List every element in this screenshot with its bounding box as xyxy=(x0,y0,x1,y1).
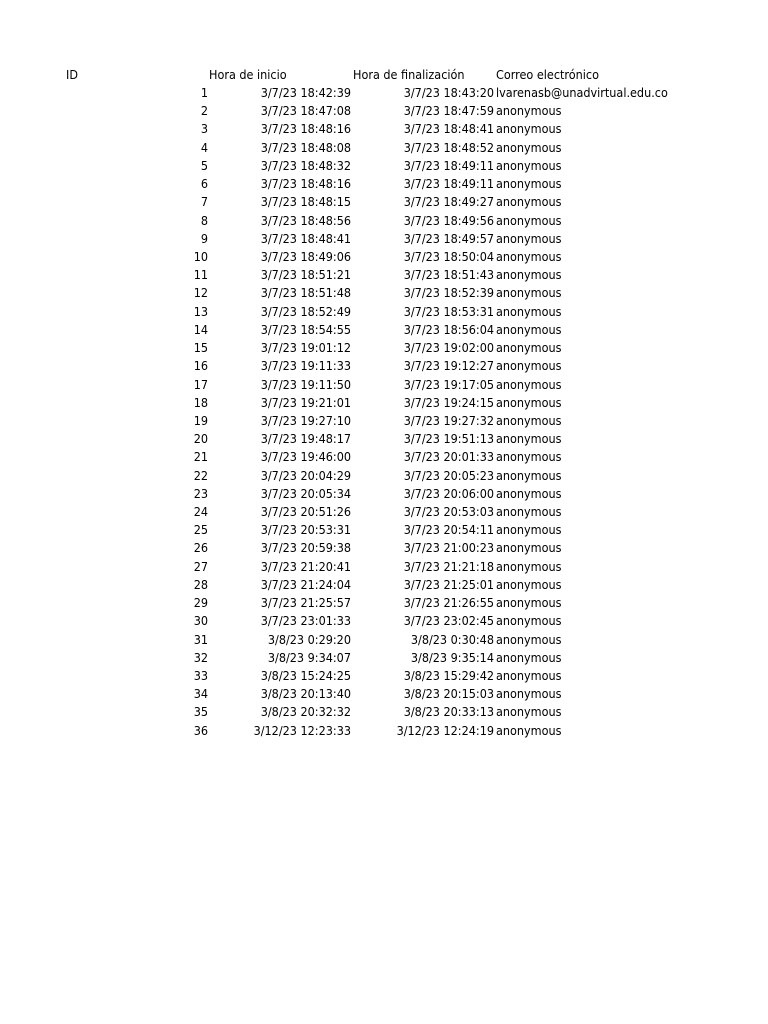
row-start-time-cell: 3/8/23 0:29:20 xyxy=(267,631,351,647)
table-row xyxy=(0,685,768,703)
row-end-time-cell: 3/7/23 20:01:33 xyxy=(403,449,494,465)
row-end-time-cell: 3/7/23 20:54:11 xyxy=(403,522,494,538)
row-start-time-cell: 3/7/23 19:27:10 xyxy=(260,412,351,428)
table-row xyxy=(0,284,768,302)
row-email-cell: anonymous xyxy=(496,303,562,319)
row-id-cell: 12 xyxy=(193,285,208,301)
row-end-time-cell: 3/7/23 18:43:20 xyxy=(403,85,494,100)
row-start-time-cell: 3/7/23 20:05:34 xyxy=(260,485,351,501)
table-row xyxy=(0,631,768,649)
row-email-cell: anonymous xyxy=(496,686,562,702)
table-row xyxy=(0,303,768,321)
row-start-time-cell: 3/7/23 18:51:21 xyxy=(260,267,351,283)
row-end-time-cell: 3/7/23 18:51:43 xyxy=(403,267,494,283)
table-row xyxy=(0,467,768,485)
table-row xyxy=(0,722,768,740)
row-email-cell: anonymous xyxy=(496,595,562,611)
row-start-time-cell: 3/7/23 21:25:57 xyxy=(260,595,351,611)
row-start-time-cell: 3/7/23 18:48:56 xyxy=(260,212,351,228)
row-email-cell: anonymous xyxy=(496,394,562,410)
row-start-time-cell: 3/7/23 18:48:16 xyxy=(260,176,351,192)
row-end-time-cell: 3/7/23 18:48:41 xyxy=(403,121,494,137)
table-row xyxy=(0,339,768,357)
table-row xyxy=(0,576,768,594)
table-row xyxy=(0,703,768,721)
row-email-cell: anonymous xyxy=(496,631,562,647)
row-end-time-cell: 3/7/23 18:49:57 xyxy=(403,230,494,246)
header-end-time: Hora de finalización xyxy=(353,67,465,82)
row-id-cell: 3 xyxy=(200,121,208,137)
row-start-time-cell: 3/7/23 19:11:33 xyxy=(260,358,351,374)
row-end-time-cell: 3/8/23 9:35:14 xyxy=(410,649,494,665)
row-start-time-cell: 3/7/23 18:51:48 xyxy=(260,285,351,301)
row-start-time-cell: 3/7/23 19:11:50 xyxy=(260,376,351,392)
header-email: Correo electrónico xyxy=(496,67,599,82)
row-id-cell: 4 xyxy=(200,139,208,155)
row-id-cell: 9 xyxy=(200,230,208,246)
header-id: ID xyxy=(66,67,78,82)
row-start-time-cell: 3/7/23 18:48:15 xyxy=(260,194,351,210)
table-row xyxy=(0,521,768,539)
table-row xyxy=(0,612,768,630)
table-row xyxy=(0,120,768,138)
row-email-cell: anonymous xyxy=(496,340,562,356)
row-email-cell: anonymous xyxy=(496,558,562,574)
row-end-time-cell: 3/12/23 12:24:19 xyxy=(396,722,494,738)
row-start-time-cell: 3/7/23 19:48:17 xyxy=(260,431,351,447)
row-email-cell: anonymous xyxy=(496,103,562,119)
row-id-cell: 20 xyxy=(193,431,208,447)
row-end-time-cell: 3/7/23 18:49:56 xyxy=(403,212,494,228)
table-row xyxy=(0,266,768,284)
row-email-cell: anonymous xyxy=(496,412,562,428)
row-start-time-cell: 3/7/23 19:01:12 xyxy=(260,340,351,356)
table-row xyxy=(0,448,768,466)
row-start-time-cell: 3/7/23 18:49:06 xyxy=(260,248,351,264)
row-end-time-cell: 3/7/23 18:47:59 xyxy=(403,103,494,119)
row-start-time-cell: 3/8/23 20:13:40 xyxy=(260,686,351,702)
row-email-cell: anonymous xyxy=(496,467,562,483)
row-email-cell: anonymous xyxy=(496,522,562,538)
row-id-cell: 15 xyxy=(193,340,208,356)
row-id-cell: 5 xyxy=(200,157,208,173)
row-end-time-cell: 3/7/23 18:52:39 xyxy=(403,285,494,301)
row-id-cell: 36 xyxy=(193,722,208,738)
row-id-cell: 29 xyxy=(193,595,208,611)
row-end-time-cell: 3/7/23 18:48:52 xyxy=(403,139,494,155)
row-id-cell: 31 xyxy=(193,631,208,647)
row-start-time-cell: 3/12/23 12:23:33 xyxy=(253,722,351,738)
row-email-cell: anonymous xyxy=(496,139,562,155)
row-email-cell: anonymous xyxy=(496,376,562,392)
row-email-cell: anonymous xyxy=(496,248,562,264)
row-email-cell: anonymous xyxy=(496,157,562,173)
row-email-cell: anonymous xyxy=(496,230,562,246)
row-end-time-cell: 3/7/23 21:25:01 xyxy=(403,576,494,592)
row-id-cell: 24 xyxy=(193,504,208,520)
row-email-cell: anonymous xyxy=(496,267,562,283)
table-row xyxy=(0,157,768,175)
row-start-time-cell: 3/7/23 18:48:16 xyxy=(260,121,351,137)
row-end-time-cell: 3/7/23 20:53:03 xyxy=(403,504,494,520)
row-end-time-cell: 3/7/23 18:49:11 xyxy=(403,157,494,173)
row-email-cell: anonymous xyxy=(496,321,562,337)
row-id-cell: 6 xyxy=(200,176,208,192)
row-email-cell: anonymous xyxy=(496,704,562,720)
row-end-time-cell: 3/7/23 18:53:31 xyxy=(403,303,494,319)
table-row xyxy=(0,412,768,430)
row-end-time-cell: 3/7/23 19:51:13 xyxy=(403,431,494,447)
row-id-cell: 25 xyxy=(193,522,208,538)
row-id-cell: 28 xyxy=(193,576,208,592)
row-start-time-cell: 3/8/23 15:24:25 xyxy=(260,668,351,683)
row-id-cell: 10 xyxy=(193,248,208,264)
row-start-time-cell: 3/7/23 18:52:49 xyxy=(260,303,351,319)
row-email-cell: anonymous xyxy=(496,485,562,501)
row-end-time-cell: 3/7/23 18:56:04 xyxy=(403,321,494,337)
table-body xyxy=(0,84,768,740)
row-start-time-cell: 3/7/23 18:48:41 xyxy=(260,230,351,246)
row-email-cell: anonymous xyxy=(496,649,562,665)
row-start-time-cell: 3/8/23 20:32:32 xyxy=(260,704,351,720)
table-row xyxy=(0,321,768,339)
row-end-time-cell: 3/7/23 18:50:04 xyxy=(403,248,494,264)
row-end-time-cell: 3/7/23 20:06:00 xyxy=(403,485,494,501)
table-row xyxy=(0,84,768,102)
row-end-time-cell: 3/7/23 21:26:55 xyxy=(403,595,494,611)
table-row xyxy=(0,102,768,120)
row-start-time-cell: 3/7/23 18:48:08 xyxy=(260,139,351,155)
row-email-cell: anonymous xyxy=(496,449,562,465)
table-row xyxy=(0,503,768,521)
row-id-cell: 7 xyxy=(200,194,208,210)
row-start-time-cell: 3/7/23 20:53:31 xyxy=(260,522,351,538)
row-email-cell: anonymous xyxy=(496,212,562,228)
row-id-cell: 17 xyxy=(193,376,208,392)
table-row xyxy=(0,248,768,266)
row-email-cell: anonymous xyxy=(496,722,562,738)
row-end-time-cell: 3/7/23 19:24:15 xyxy=(403,394,494,410)
table-row xyxy=(0,139,768,157)
table-row xyxy=(0,212,768,230)
row-email-cell: anonymous xyxy=(496,540,562,556)
row-id-cell: 8 xyxy=(200,212,208,228)
row-start-time-cell: 3/7/23 18:47:08 xyxy=(260,103,351,119)
row-id-cell: 23 xyxy=(193,485,208,501)
row-start-time-cell: 3/7/23 20:51:26 xyxy=(260,504,351,520)
row-end-time-cell: 3/7/23 20:05:23 xyxy=(403,467,494,483)
table-row xyxy=(0,357,768,375)
row-id-cell: 1 xyxy=(200,85,208,100)
row-end-time-cell: 3/7/23 19:12:27 xyxy=(403,358,494,374)
row-id-cell: 16 xyxy=(193,358,208,374)
row-id-cell: 27 xyxy=(193,558,208,574)
row-email-cell: anonymous xyxy=(496,285,562,301)
row-id-cell: 32 xyxy=(193,649,208,665)
table-row xyxy=(0,485,768,503)
row-start-time-cell: 3/7/23 20:04:29 xyxy=(260,467,351,483)
table-row xyxy=(0,667,768,685)
row-end-time-cell: 3/7/23 21:00:23 xyxy=(403,540,494,556)
row-id-cell: 14 xyxy=(193,321,208,337)
row-end-time-cell: 3/7/23 23:02:45 xyxy=(403,613,494,629)
row-end-time-cell: 3/8/23 20:15:03 xyxy=(403,686,494,702)
row-end-time-cell: 3/7/23 19:27:32 xyxy=(403,412,494,428)
table-row xyxy=(0,558,768,576)
row-end-time-cell: 3/7/23 18:49:11 xyxy=(403,176,494,192)
row-end-time-cell: 3/7/23 19:17:05 xyxy=(403,376,494,392)
row-start-time-cell: 3/7/23 21:24:04 xyxy=(260,576,351,592)
row-email-cell: anonymous xyxy=(496,194,562,210)
table-row xyxy=(0,230,768,248)
row-start-time-cell: 3/7/23 23:01:33 xyxy=(260,613,351,629)
row-id-cell: 11 xyxy=(193,267,208,283)
row-end-time-cell: 3/7/23 21:21:18 xyxy=(403,558,494,574)
row-id-cell: 33 xyxy=(193,668,208,683)
row-id-cell: 26 xyxy=(193,540,208,556)
row-email-cell: anonymous xyxy=(496,504,562,520)
row-email-cell: anonymous xyxy=(496,431,562,447)
row-email-cell: anonymous xyxy=(496,358,562,374)
row-id-cell: 22 xyxy=(193,467,208,483)
table-row xyxy=(0,394,768,412)
row-end-time-cell: 3/7/23 18:49:27 xyxy=(403,194,494,210)
table-row xyxy=(0,430,768,448)
row-start-time-cell: 3/7/23 18:42:39 xyxy=(260,85,351,100)
row-start-time-cell: 3/7/23 18:54:55 xyxy=(260,321,351,337)
row-id-cell: 21 xyxy=(193,449,208,465)
row-email-cell: anonymous xyxy=(496,668,562,683)
row-id-cell: 19 xyxy=(193,412,208,428)
header-start-time: Hora de inicio xyxy=(209,67,287,82)
row-id-cell: 30 xyxy=(193,613,208,629)
row-email-cell: anonymous xyxy=(496,576,562,592)
row-start-time-cell: 3/7/23 21:20:41 xyxy=(260,558,351,574)
row-id-cell: 18 xyxy=(193,394,208,410)
table-row xyxy=(0,649,768,667)
row-email-cell: anonymous xyxy=(496,176,562,192)
table-row xyxy=(0,539,768,557)
table-row xyxy=(0,175,768,193)
table-row xyxy=(0,193,768,211)
row-end-time-cell: 3/8/23 15:29:42 xyxy=(403,668,494,683)
row-id-cell: 35 xyxy=(193,704,208,720)
row-id-cell: 34 xyxy=(193,686,208,702)
row-email-cell: anonymous xyxy=(496,121,562,137)
row-start-time-cell: 3/8/23 9:34:07 xyxy=(267,649,351,665)
row-id-cell: 2 xyxy=(200,103,208,119)
row-id-cell: 13 xyxy=(193,303,208,319)
table-row xyxy=(0,376,768,394)
row-end-time-cell: 3/8/23 0:30:48 xyxy=(410,631,494,647)
row-start-time-cell: 3/7/23 20:59:38 xyxy=(260,540,351,556)
table-row xyxy=(0,594,768,612)
row-end-time-cell: 3/8/23 20:33:13 xyxy=(403,704,494,720)
row-end-time-cell: 3/7/23 19:02:00 xyxy=(403,340,494,356)
row-start-time-cell: 3/7/23 19:46:00 xyxy=(260,449,351,465)
row-start-time-cell: 3/7/23 19:21:01 xyxy=(260,394,351,410)
row-start-time-cell: 3/7/23 18:48:32 xyxy=(260,157,351,173)
row-email-cell: anonymous xyxy=(496,613,562,629)
row-email-cell: lvarenasb@unadvirtual.edu.co xyxy=(496,85,668,100)
